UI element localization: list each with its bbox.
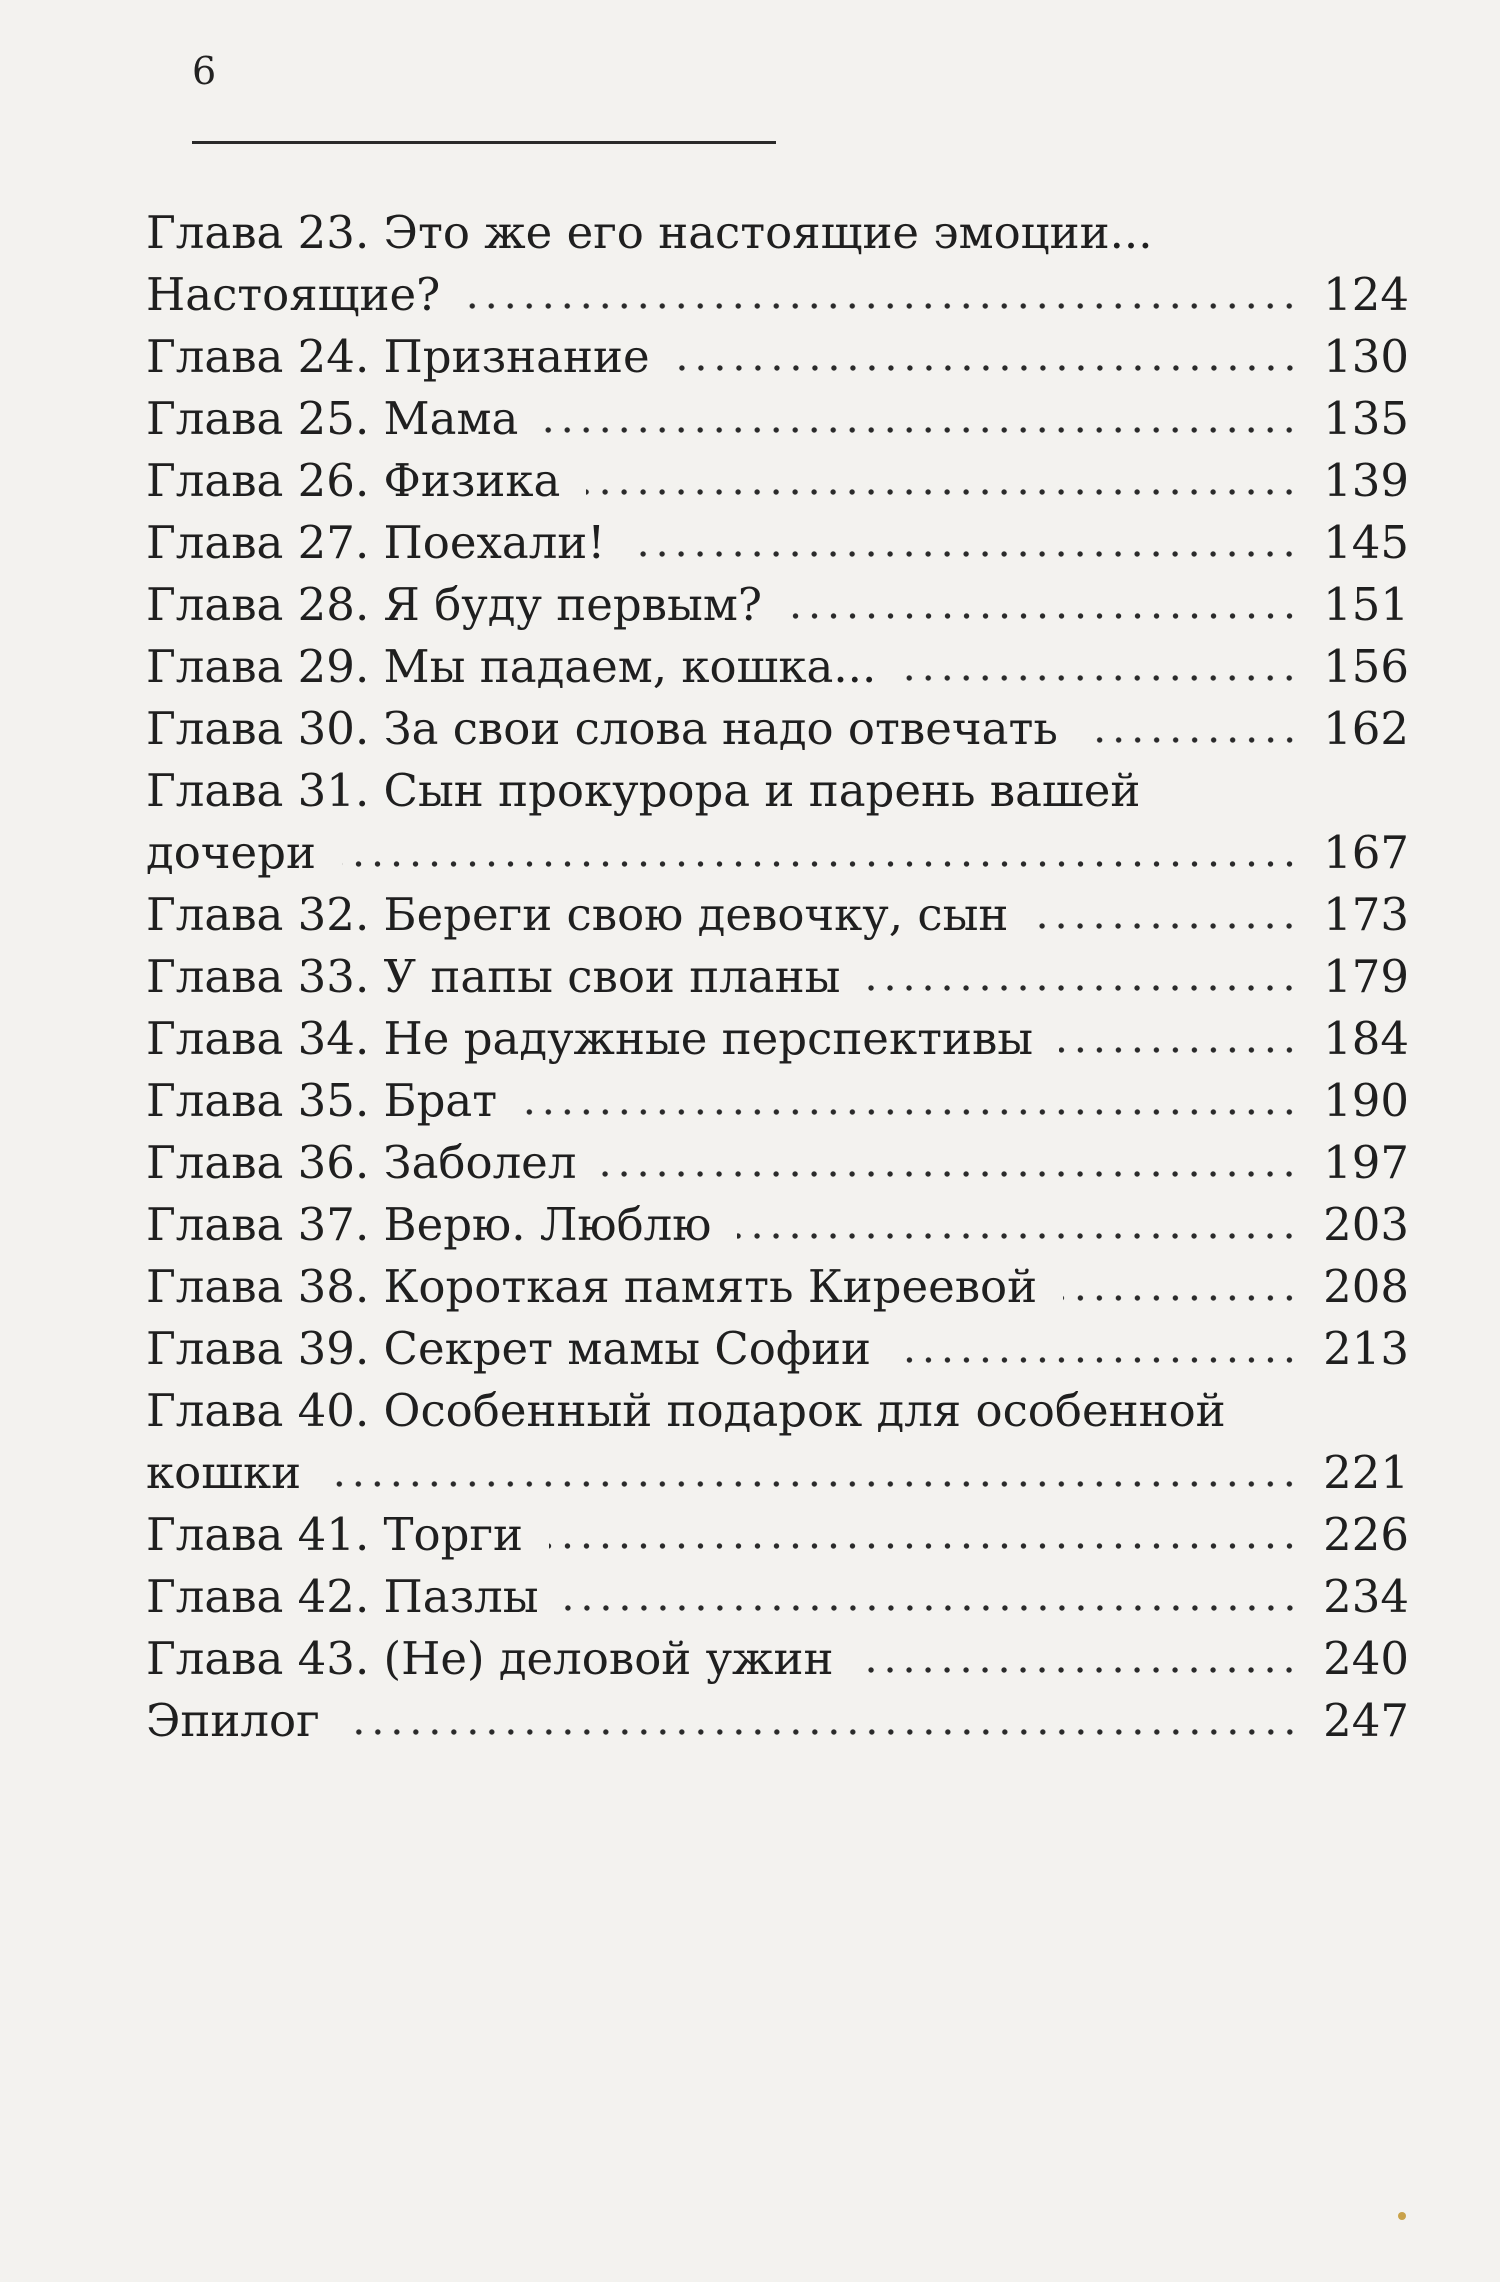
toc-entry-page: 190 — [1323, 1074, 1409, 1127]
toc-leader-dots — [565, 1605, 1299, 1611]
toc-leader-dots — [859, 1667, 1299, 1673]
toc-entry — [146, 512, 1409, 574]
toc-entry-page: 213 — [1323, 1322, 1409, 1375]
toc-leader-dots — [549, 1543, 1299, 1549]
toc-entry — [146, 1132, 1409, 1194]
toc-entry — [146, 1504, 1409, 1566]
toc-leader-dots — [1063, 1295, 1299, 1301]
toc-entry-page: 130 — [1323, 330, 1409, 383]
toc-leader-dots — [523, 1109, 1299, 1115]
table-of-contents — [146, 202, 1409, 1752]
toc-entry-title: Глава 42. Пазлы — [146, 1570, 539, 1623]
toc-entry — [146, 884, 1409, 946]
toc-entry — [146, 636, 1409, 698]
toc-entry-page: 247 — [1323, 1694, 1409, 1747]
toc-entry-page: 156 — [1323, 640, 1409, 693]
toc-entry-title: Глава 23. Это же его настоящие эмоции... — [146, 206, 1153, 259]
toc-entry-page: 162 — [1323, 702, 1409, 755]
toc-leader-dots — [737, 1233, 1299, 1239]
toc-entry-page: 208 — [1323, 1260, 1409, 1313]
toc-leader-dots — [902, 675, 1299, 681]
toc-entry-page: 139 — [1323, 454, 1409, 507]
toc-entry-title: Глава 30. За свои слова надо отвечать — [146, 702, 1058, 755]
toc-entry-title: Глава 33. У папы свои планы — [146, 950, 841, 1003]
toc-entry — [146, 1380, 1409, 1442]
toc-entry-title: Глава 35. Брат — [146, 1074, 498, 1127]
toc-entry — [146, 326, 1409, 388]
toc-leader-dots — [1034, 923, 1299, 929]
toc-entry-page: 197 — [1323, 1136, 1409, 1189]
toc-entry — [146, 760, 1409, 822]
toc-entry-title: Глава 28. Я буду первым? — [146, 578, 762, 631]
toc-leader-dots — [544, 427, 1299, 433]
toc-leader-dots — [897, 1357, 1299, 1363]
toc-leader-dots — [602, 1171, 1299, 1177]
toc-entry-title: Глава 29. Мы падаем, кошка... — [146, 640, 877, 693]
toc-entry-page: 203 — [1323, 1198, 1409, 1251]
toc-entry-title: Глава 36. Заболел — [146, 1136, 577, 1189]
toc-leader-dots — [586, 489, 1299, 495]
toc-entry-page: 179 — [1323, 950, 1409, 1003]
toc-entry — [146, 1628, 1409, 1690]
toc-leader-dots — [788, 613, 1299, 619]
toc-leader-dots — [327, 1481, 1299, 1487]
toc-entry — [146, 1442, 1409, 1504]
toc-entry — [146, 1256, 1409, 1318]
toc-entry — [146, 574, 1409, 636]
toc-entry-title: дочери — [146, 826, 316, 879]
toc-entry-title: Глава 40. Особенный подарок для особенной — [146, 1384, 1226, 1437]
toc-entry-title: кошки — [146, 1446, 302, 1499]
toc-entry — [146, 1008, 1409, 1070]
toc-entry-title: Глава 41. Торги — [146, 1508, 524, 1561]
toc-entry-title: Глава 37. Верю. Люблю — [146, 1198, 712, 1251]
toc-entry-title: Глава 32. Береги свою девочку, сын — [146, 888, 1009, 941]
toc-entry-page: 221 — [1323, 1446, 1409, 1499]
toc-entry-title: Глава 38. Короткая память Киреевой — [146, 1260, 1038, 1313]
header-rule — [192, 141, 776, 144]
toc-entry-page: 234 — [1323, 1570, 1409, 1623]
toc-leader-dots — [676, 365, 1299, 371]
toc-entry — [146, 1566, 1409, 1628]
toc-entry-title: Глава 27. Поехали! — [146, 516, 606, 569]
toc-leader-dots — [631, 551, 1299, 557]
page-number: 6 — [192, 49, 217, 93]
toc-entry-title: Эпилог — [146, 1694, 320, 1747]
toc-entry — [146, 946, 1409, 1008]
toc-entry-page: 184 — [1323, 1012, 1409, 1065]
toc-leader-dots — [346, 1729, 1299, 1735]
toc-entry-title: Настоящие? — [146, 268, 441, 321]
toc-leader-dots — [866, 985, 1299, 991]
toc-leader-dots — [1059, 1047, 1299, 1053]
toc-entry-title: Глава 43. (Не) деловой ужин — [146, 1632, 834, 1685]
toc-entry — [146, 388, 1409, 450]
toc-entry-title: Глава 24. Признание — [146, 330, 650, 383]
toc-leader-dots — [466, 303, 1299, 309]
toc-entry-page: 151 — [1323, 578, 1409, 631]
toc-entry-title: Глава 31. Сын прокурора и парень вашей — [146, 764, 1141, 817]
toc-entry-page: 145 — [1323, 516, 1409, 569]
toc-entry-page: 173 — [1323, 888, 1409, 941]
toc-entry — [146, 698, 1409, 760]
toc-entry — [146, 1070, 1409, 1132]
toc-leader-dots — [1084, 737, 1299, 743]
toc-entry-page: 124 — [1323, 268, 1409, 321]
toc-entry-page: 240 — [1323, 1632, 1409, 1685]
toc-entry — [146, 1318, 1409, 1380]
toc-entry — [146, 1690, 1409, 1752]
toc-entry — [146, 450, 1409, 512]
toc-entry-title: Глава 25. Мама — [146, 392, 519, 445]
toc-entry — [146, 264, 1409, 326]
toc-entry-title: Глава 39. Секрет мамы Софии — [146, 1322, 872, 1375]
toc-entry — [146, 202, 1409, 264]
toc-entry-title: Глава 26. Физика — [146, 454, 561, 507]
toc-leader-dots — [342, 861, 1299, 867]
toc-entry-title: Глава 34. Не радужные перспективы — [146, 1012, 1034, 1065]
toc-entry-page: 135 — [1323, 392, 1409, 445]
toc-entry-page: 167 — [1323, 826, 1409, 879]
toc-entry-page: 226 — [1323, 1508, 1409, 1561]
ink-spot — [1398, 2212, 1406, 2220]
toc-entry — [146, 822, 1409, 884]
toc-entry — [146, 1194, 1409, 1256]
